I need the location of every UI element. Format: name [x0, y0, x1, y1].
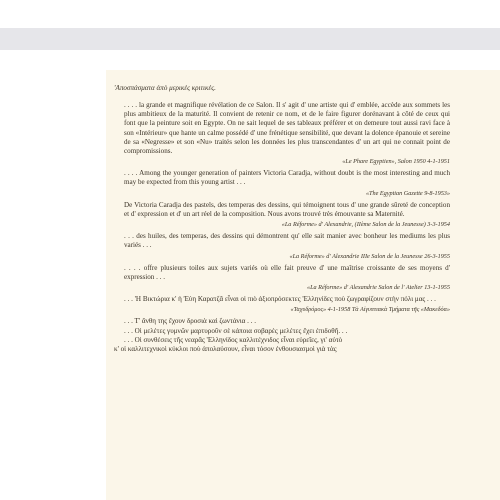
tail-line: κ' οἱ καλλιτεχνικοὶ κύκλοι ποὺ ἀπολαύσουν, εἶναι τόσον ἐνθουσιασμοὶ γιὰ τὰς: [114, 344, 337, 353]
review-source: «La Réforme» d' Alexandrie Salon de l' Atelier 13-1-1955: [307, 283, 450, 291]
page-heading: 'Αποσπάσματα ἀπὸ μερικὲς κριτικές.: [114, 84, 216, 92]
review-paragraph: . . . 'Η Βικτώρια κ' ἡ Ἐὐη Καρατζᾶ εἶναι οἱ πιὸ ἀξιοπρόσεκτες 'Ελληνίδες ποὺ ζωγραφίζουν στὴν πόλι μας . . .: [124, 295, 436, 304]
tail-line: . . . Τ' ἄνθη της ἔχουν δροσιὰ καὶ ζωντάνια . . .: [124, 317, 257, 326]
review-source: «Le Phare Egyptien», Salon 1950 4-1-1951: [342, 158, 450, 166]
review-source: «La Réforme» d' Alexandrie IIIe Salon de la Jeunesse 26-3-1955: [289, 252, 450, 260]
header-band: [0, 28, 500, 50]
document-page: [106, 70, 500, 500]
review-source: «La Réforme» d' Alexandrie, (IIème Salon de la Jeunesse) 3-3-1954: [281, 221, 450, 229]
tail-line: . . . Οἱ συνθέσεις τῆς νεαρᾶς 'Ελληνίδος καλλιτέχνιδος εἶναι εὐρεῖες, γι' αὐτὸ: [124, 335, 343, 344]
review-paragraph: . . . . offre plusieurs toiles aux sujets variés où elle fait preuve d' une maîtrise croissante de ses moyens d' expression . . .: [124, 263, 450, 281]
review-paragraph: . . . . Among the younger generation of painters Victoria Caradja, without doubt is the most interesting and much may be expected from this young artist . . .: [124, 169, 450, 187]
tail-line: . . . Οἱ μελέτες γυμνῶν μαρτυροῦν σὲ κάποια σοβαρὲς μελέτες ἔχει ἐπιδοθῆ. . .: [124, 326, 348, 335]
review-paragraph: De Victoria Caradja des pastels, des temperas des dessins, qui témoignent tous d' une grande sûreté de conception et d' expression et d' un art réel de la composition. Nous avons trouvé très émouvante sa Maternité.: [124, 200, 450, 218]
document-text: [114, 84, 450, 354]
review-paragraph: . . . . la grande et magnifique révélation de ce Salon. Il s' agit d' une artiste qui d' emblée, accède aux sommets les plus ambitieux de la maturité. Il convient de retenir ce nom, et de le faire figurer dorénavant à côté de ceux qui font que la peinture soit en Egypte. On ne sait lequel de ses tableaux préférer et on demeure tout aussi ravi face à son «Intérieur» que hante un calme possédé d' une frénétique sensibilité, que devant la dolence épanouie et sereine de sa «Negresse» et son «Nu» traités selon les données les plus transcendantes d' un art qui ne connait point de compromissions.: [124, 101, 450, 155]
review-paragraph: . . . des huiles, des temperas, des dessins qui démontrent qu' elle sait manier avec bonheur les mediums les plus variés . . .: [124, 232, 450, 250]
review-source: «The Egyptian Gazette 9-8-1953»: [365, 189, 450, 197]
review-source: «Ταχυδρόμος» 4-1-1958 Τὰ Αἰγυπτιακὰ Τμήματα τῆς «Μακεδόα»: [290, 306, 450, 314]
